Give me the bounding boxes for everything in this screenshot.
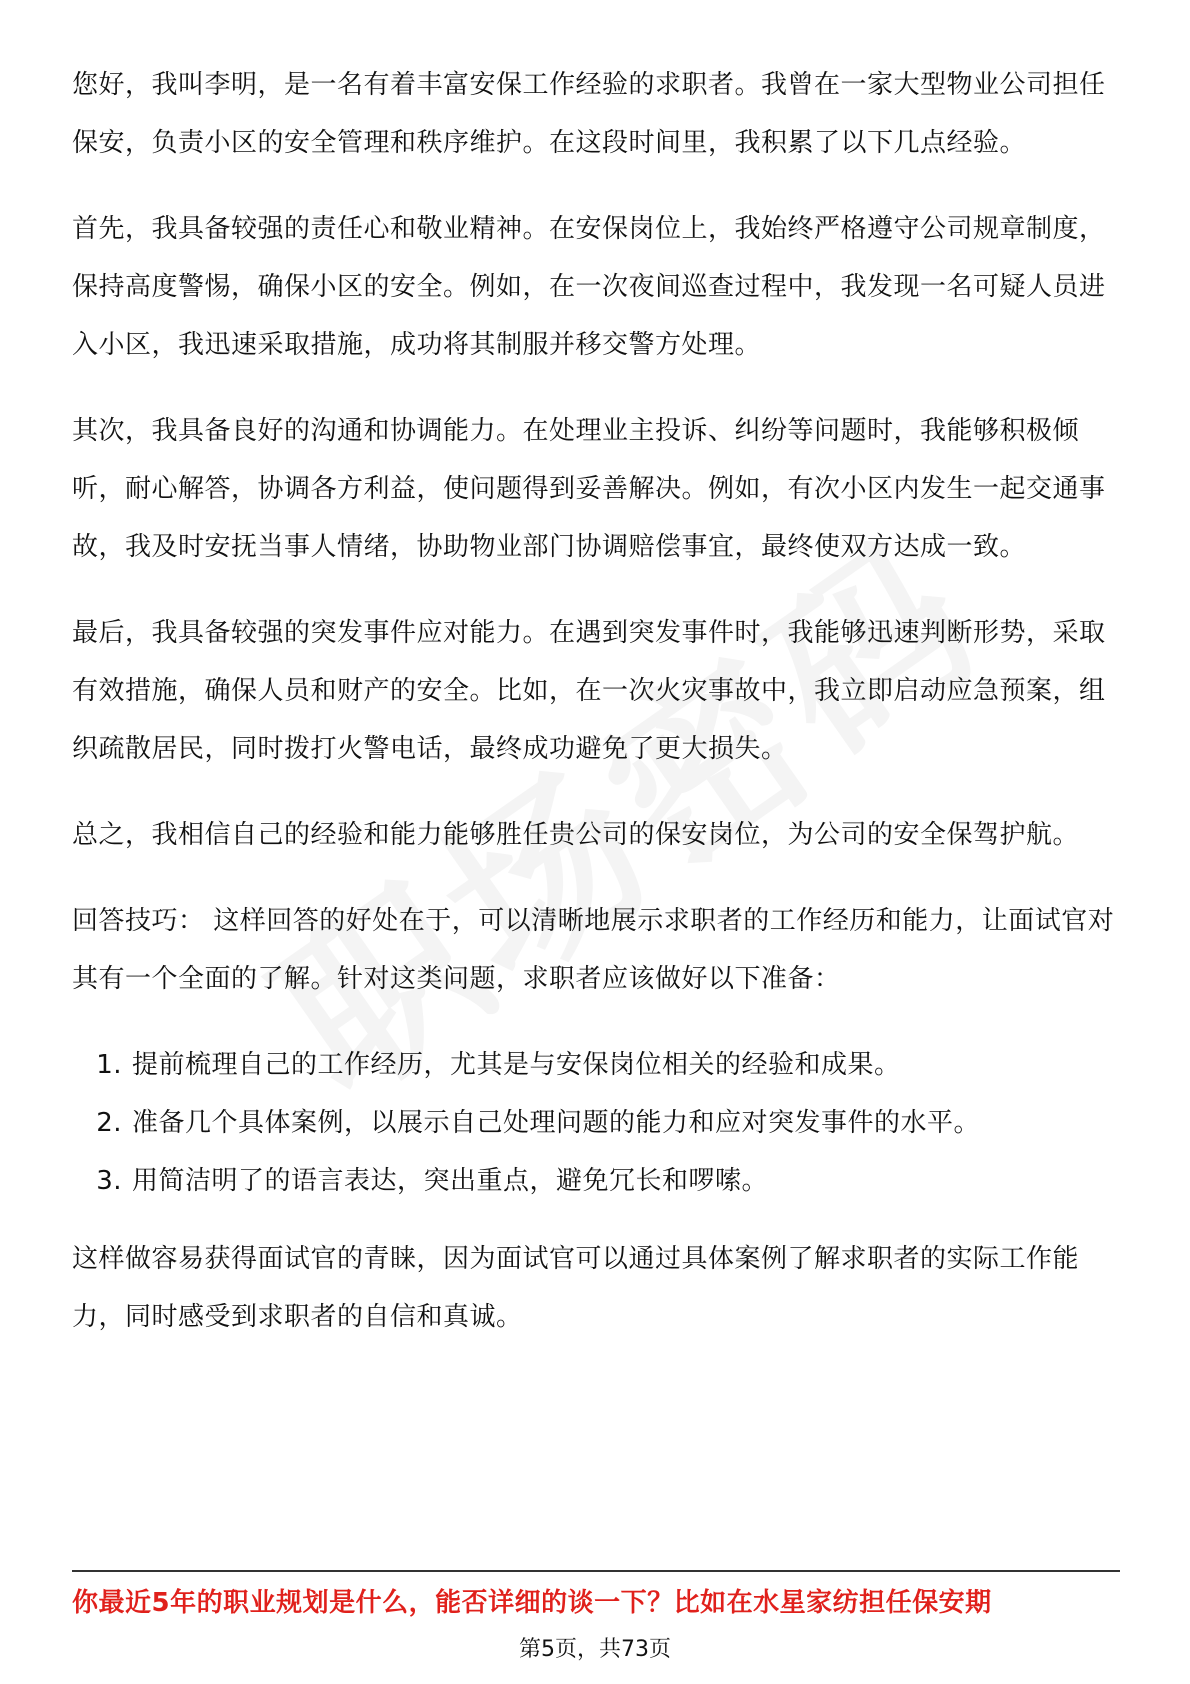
paragraph-first: 首先，我具备较强的责任心和敬业精神。在安保岗位上，我始终严格遵守公司规章制度，保持高度警惕，确保小区的安全。例如，在一次夜间巡查过程中，我发现一名可疑人员进入小区，我迅速采取措施，成功将其制服并移交警方处理。 xyxy=(72,214,1106,360)
paragraph-summary: 总之，我相信自己的经验和能力能够胜任贵公司的保安岗位，为公司的安全保驾护航。 xyxy=(72,820,1080,850)
list-item-text: 准备几个具体案例，以展示自己处理问题的能力和应对突发事件的水平。 xyxy=(132,1108,981,1138)
tips-list xyxy=(72,1036,1120,1210)
paragraph-second: 其次，我具备良好的沟通和协调能力。在处理业主投诉、纠纷等问题时，我能够积极倾听，耐心解答，协调各方利益，使问题得到妥善解决。例如，有次小区内发生一起交通事故，我及时安抚当事人情绪，协助物业部门协调赔偿事宜，最终使双方达成一致。 xyxy=(72,416,1106,562)
list-item-text: 提前梳理自己的工作经历，尤其是与安保岗位相关的经验和成果。 xyxy=(132,1050,901,1080)
list-item xyxy=(72,1152,1120,1210)
list-item-number: 3. xyxy=(96,1166,122,1196)
list-item xyxy=(72,1094,1120,1152)
paragraph-intro: 您好，我叫李明，是一名有着丰富安保工作经验的求职者。我曾在一家大型物业公司担任保安，负责小区的安全管理和秩序维护。在这段时间里，我积累了以下几点经验。 xyxy=(72,70,1106,158)
next-question-heading: 你最近5年的职业规划是什么，能否详细的谈一下？比如在水星家纺担任保安期 xyxy=(72,1588,992,1618)
list-item xyxy=(72,1036,1120,1094)
paragraph-answer-tips: 回答技巧： 这样回答的好处在于，可以清晰地展示求职者的工作经历和能力，让面试官对其有一个全面的了解。针对这类问题，求职者应该做好以下准备： xyxy=(72,906,1115,994)
document-body xyxy=(72,56,1120,1374)
section-divider xyxy=(72,1570,1120,1572)
page-indicator: 第5页，共73页 xyxy=(519,1637,671,1662)
list-item-number: 2. xyxy=(96,1108,122,1138)
paragraph-last: 最后，我具备较强的突发事件应对能力。在遇到突发事件时，我能够迅速判断形势，采取有效措施，确保人员和财产的安全。比如，在一次火灾事故中，我立即启动应急预案，组织疏散居民，同时拨打火警电话，最终成功避免了更大损失。 xyxy=(72,618,1106,764)
list-item-text: 用简洁明了的语言表达，突出重点，避免冗长和啰嗦。 xyxy=(132,1166,769,1196)
paragraph-closing: 这样做容易获得面试官的青睐，因为面试官可以通过具体案例了解求职者的实际工作能力，同时感受到求职者的自信和真诚。 xyxy=(72,1244,1080,1332)
list-item-number: 1. xyxy=(96,1050,122,1080)
